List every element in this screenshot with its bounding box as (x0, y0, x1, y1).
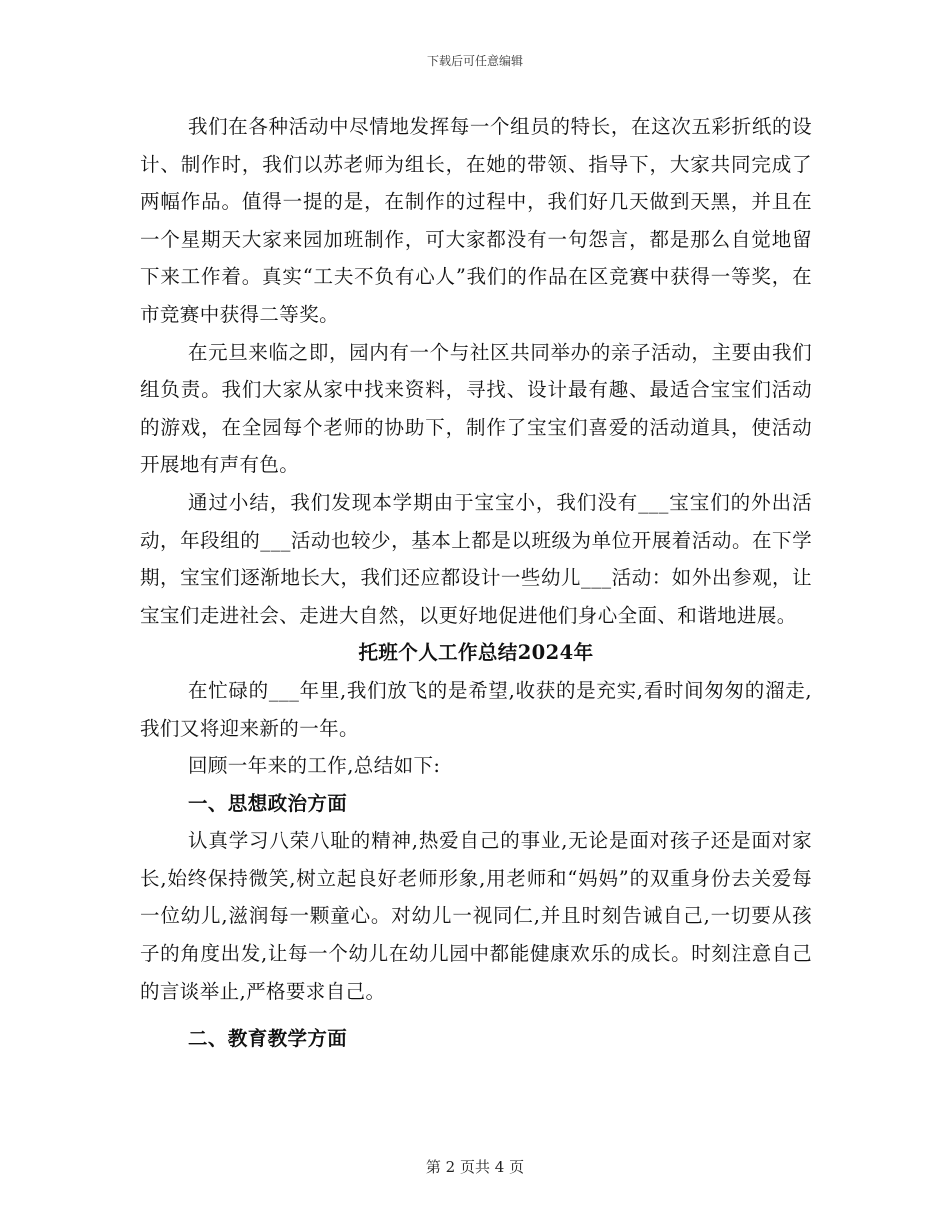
header-note: 下载后可任意编辑 (426, 54, 523, 68)
section-heading-ideology: 一、思想政治方面 (188, 791, 348, 815)
paragraph-new-year-activity: 在元旦来临之即，园内有一个与社区共同举办的亲子活动，主要由我们组负责。我们大家从家中找来资料，寻找、设计最有趣、最适合宝宝们活动的游戏，在全园每个老师的协助下，制作了宝宝们喜爱的活动道具，使活动开展地有声有色。 (140, 340, 812, 477)
document-title: 托班个人工作总结2024年 (358, 641, 594, 665)
paragraph-review: 回顾一年来的工作,总结如下: (188, 754, 441, 778)
page-number: 第 2 页共 4 页 (425, 1158, 525, 1176)
section-heading-teaching: 二、教育教学方面 (188, 1027, 348, 1051)
paragraph-summary-next-term: 通过小结，我们发现本学期由于宝宝小，我们没有___宝宝们的外出活动，年段组的___活动也较少，基本上都是以班级为单位开展着活动。在下学期，宝宝们逐渐地长大，我们还应都设计一些幼儿___活动：如外出参观，让宝宝们走进社会、走进大自然，以更好地促进他们身心全面、和谐地进展。 (140, 490, 812, 627)
paragraph-origami-activity: 我们在各种活动中尽情地发挥每一个组员的特长，在这次五彩折纸的设计、制作时，我们以苏老师为组长，在她的带领、指导下，大家共同完成了两幅作品。值得一提的是，在制作的过程中，我们好几天做到天黑，并且在一个星期天大家来园加班制作，可大家都没有一句怨言，都是那么自觉地留下来工作着。真实“工夫不负有心人”我们的作品在区竞赛中获得一等奖，在市竞赛中获得二等奖。 (140, 115, 812, 326)
paragraph-ideology: 认真学习八荣八耻的精神,热爱自己的事业,无论是面对孩子还是面对家长,始终保持微笑,树立起良好老师形象,用老师和“妈妈”的双重身份去关爱每一位幼儿,滋润每一颗童心。对幼儿一视同仁,并且时刻告诫自己,一切要从孩子的角度出发,让每一个幼儿在幼儿园中都能健康欢乐的成长。时刻注意自己的言谈举止,严格要求自己。 (140, 829, 812, 1003)
document-body (140, 108, 812, 1058)
paragraph-intro: 在忙碌的___年里,我们放飞的是希望,收获的是充实,看时间匆匆的溜走,我们又将迎来新的一年。 (140, 678, 812, 740)
